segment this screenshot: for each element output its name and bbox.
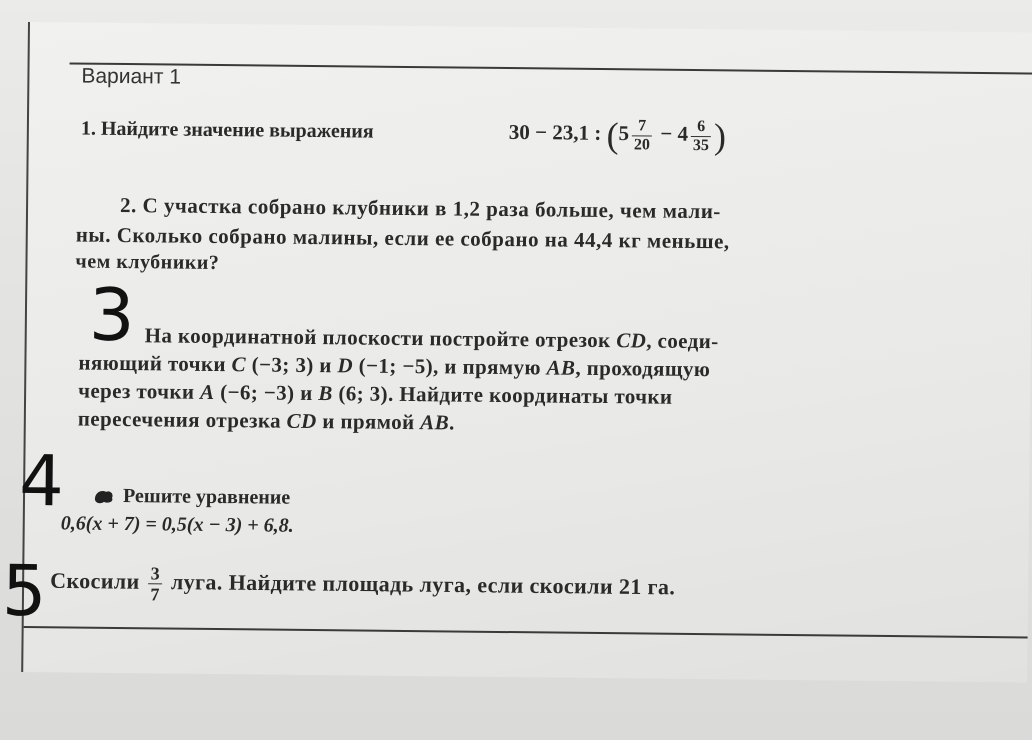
top-rule (70, 62, 1032, 74)
t3l2d: D (337, 353, 354, 378)
task2-line1: 2. С участка собрано клубники в 1,2 раза больше, чем мали- (119, 192, 721, 224)
task4-equation: 0,6(x + 7) = 0,5(x − 3) + 6,8. (60, 512, 294, 537)
worksheet (1, 22, 1032, 682)
task1-expression (509, 113, 727, 157)
t3l2e: (−1; −5), и прямую (352, 353, 547, 380)
t3l4a: пересечения отрезка (77, 406, 287, 433)
handwritten-number-5: 5 (1, 549, 48, 633)
task5-fraction (148, 563, 162, 604)
ink-blot-icon (93, 489, 115, 505)
task4-title: Решите уравнение (122, 485, 291, 509)
expr-minus: − (660, 121, 673, 146)
t3l1c: , соеди- (646, 328, 719, 354)
t3l4b: CD (286, 408, 317, 434)
t3l3b: A (199, 379, 215, 404)
t3l4c: и прямой (316, 409, 421, 435)
fraction-2-den: 35 (692, 136, 710, 154)
task1-text: 1. Найдите значение выражения (80, 117, 374, 143)
fraction-1-num: 7 (632, 117, 652, 136)
task3-line2 (78, 351, 710, 383)
paren-close: ) (713, 116, 727, 157)
task5-text-a: Скосили (50, 567, 140, 594)
t3l2c: (−3; 3) и (245, 352, 338, 378)
t3l2f: AB (546, 355, 576, 380)
t3l1a: На координатной плоскости постройте отрезок (144, 323, 617, 353)
task5-line (50, 562, 676, 610)
handwritten-number-3: 3 (88, 272, 136, 358)
t3l4e: . (448, 410, 455, 435)
fraction-2 (691, 117, 711, 154)
t3l4d: AB (420, 410, 450, 435)
t3l1b: CD (616, 328, 647, 353)
task3-line3 (78, 379, 673, 410)
whole1: 5 (618, 121, 630, 146)
t3l3a: через точки (78, 378, 201, 404)
t3l3e: (6; 3). Найдите координаты точки (332, 381, 673, 409)
t3l2g: , проходящую (575, 355, 711, 382)
task4-title-line (93, 485, 290, 510)
t3l3c: (−6; −3) и (214, 379, 319, 406)
bottom-rule (24, 626, 1028, 639)
t3l2b: C (231, 352, 247, 377)
task5-fraction-num: 3 (149, 563, 163, 584)
paren-open: ( (606, 115, 619, 156)
fraction-2-num: 6 (691, 117, 711, 136)
t3l3d: B (318, 381, 333, 406)
whole2: 4 (677, 121, 689, 146)
task5-text-b: луга. Найдите площадь луга, если скосили 21 га. (170, 569, 676, 600)
expr-start: 30 − 23,1 : (508, 119, 602, 145)
handwritten-number-4: 4 (18, 439, 65, 523)
task3-line1 (145, 323, 719, 354)
task2-line2: ны. Сколько собрано малины, если ее собрано на 44,4 кг меньше, (75, 222, 730, 254)
t3l2a: няющий точки (78, 350, 232, 377)
task2-line3: чем клубники? (75, 250, 220, 275)
variant-title: Вариант 1 (81, 64, 182, 89)
task5-fraction-den: 7 (150, 584, 160, 605)
fraction-1 (632, 117, 652, 154)
fraction-1-den: 20 (633, 135, 651, 154)
task3-line4 (78, 407, 455, 436)
